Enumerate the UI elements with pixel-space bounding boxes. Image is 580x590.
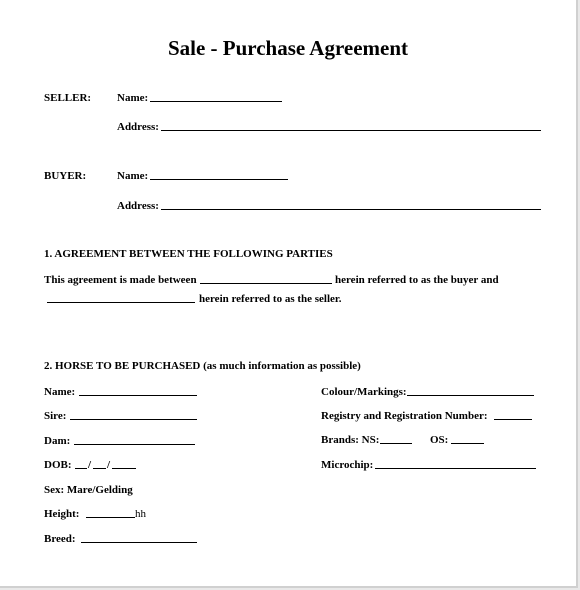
brands-ns-field[interactable] — [380, 443, 412, 444]
height-field[interactable] — [86, 517, 135, 518]
breed-label: Breed: — [44, 533, 76, 545]
section-2-heading-title: 2. HORSE TO BE PURCHASED — [44, 360, 201, 372]
brands-os-label: OS: — [430, 434, 449, 446]
horse-name-field[interactable] — [79, 395, 197, 396]
dob-month-field[interactable] — [93, 468, 106, 469]
agreement-text-start: This agreement is made between — [44, 274, 197, 286]
seller-name-field[interactable] — [150, 101, 282, 102]
dob-separator-2: / — [107, 459, 111, 471]
registry-field[interactable] — [494, 419, 532, 420]
height-unit: hh — [135, 508, 146, 520]
agreement-text-buyer: herein referred to as the buyer and — [335, 274, 499, 286]
dob-separator-1: / — [88, 459, 92, 471]
dob-year-field[interactable] — [112, 468, 136, 469]
section-2-heading-note: (as much information as possible) — [203, 360, 361, 372]
seller-address-field[interactable] — [161, 130, 541, 131]
seller-label: SELLER: — [44, 92, 92, 104]
sex-label: Sex: Mare/Gelding — [44, 484, 133, 496]
microchip-field[interactable] — [375, 468, 536, 469]
dob-day-field[interactable] — [75, 468, 87, 469]
agreement-seller-field[interactable] — [47, 302, 195, 303]
dam-label: Dam: — [44, 435, 71, 447]
document-title: Sale - Purchase Agreement — [167, 36, 409, 60]
buyer-address-field[interactable] — [161, 209, 541, 210]
agreement-text-seller: herein referred to as the seller. — [199, 293, 342, 305]
breed-field[interactable] — [81, 542, 197, 543]
colour-markings-field[interactable] — [407, 395, 534, 396]
agreement-buyer-field[interactable] — [200, 283, 332, 284]
brands-ns-label: Brands: NS: — [321, 434, 380, 446]
seller-address-label: Address: — [117, 121, 159, 133]
microchip-label: Microchip: — [321, 459, 374, 471]
dob-label: DOB: — [44, 459, 72, 471]
brands-os-field[interactable] — [451, 443, 484, 444]
buyer-name-field[interactable] — [150, 179, 288, 180]
sire-field[interactable] — [70, 419, 197, 420]
horse-name-label: Name: — [44, 386, 76, 398]
buyer-address-label: Address: — [117, 200, 159, 212]
dam-field[interactable] — [74, 444, 195, 445]
section-1-heading: 1. AGREEMENT BETWEEN THE FOLLOWING PARTIES — [44, 248, 333, 260]
colour-markings-label: Colour/Markings: — [321, 386, 407, 398]
sire-label: Sire: — [44, 410, 67, 422]
buyer-label: BUYER: — [44, 170, 87, 182]
buyer-name-label: Name: — [117, 170, 149, 182]
height-label: Height: — [44, 508, 80, 520]
registry-label: Registry and Registration Number: — [321, 410, 488, 422]
section-2-heading — [44, 360, 361, 372]
seller-name-label: Name: — [117, 92, 149, 104]
